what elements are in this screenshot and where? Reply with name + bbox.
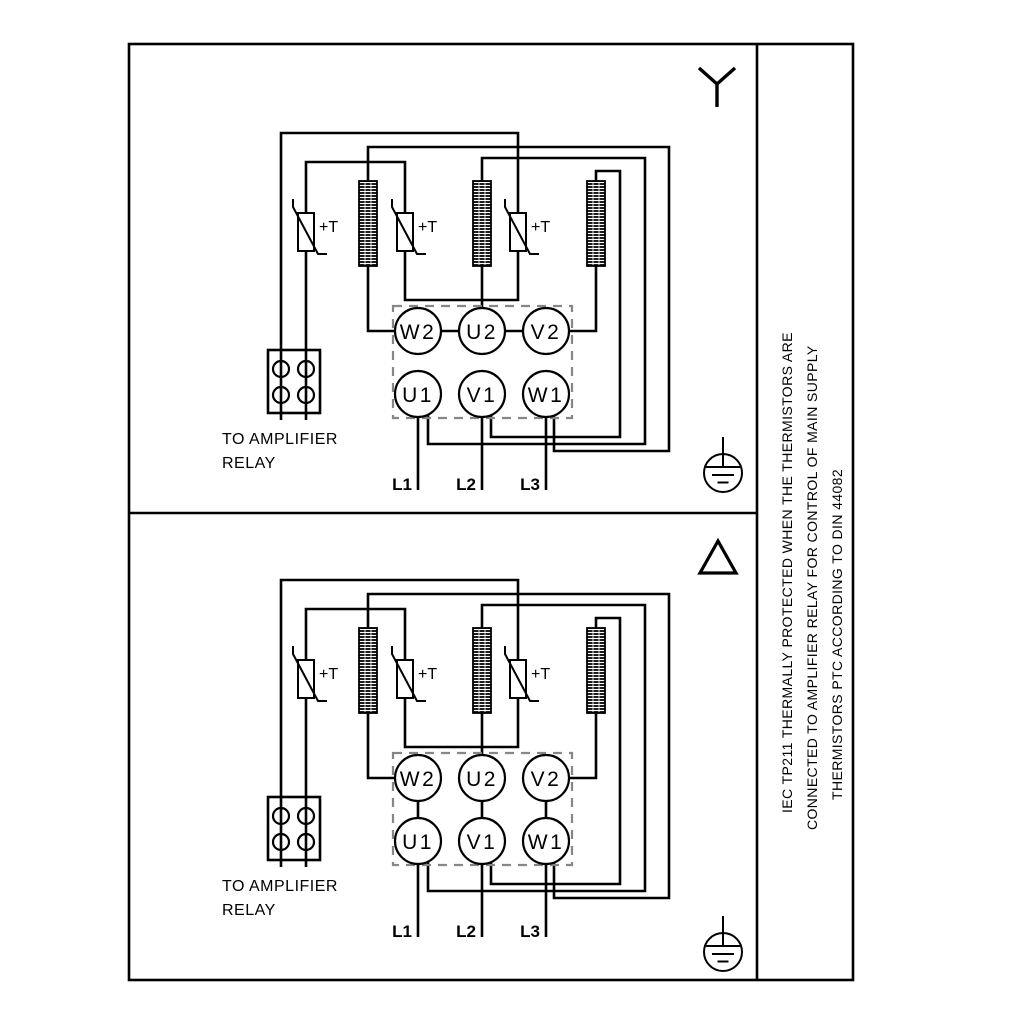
side-note-line3: THERMISTORS PTC ACCORDING TO DIN 44082 bbox=[829, 468, 845, 800]
supply-label-l2: L2 bbox=[456, 922, 476, 941]
thermistor-label: +T bbox=[319, 219, 339, 236]
supply-label-l2: L2 bbox=[456, 475, 476, 494]
terminal-label-u1: U1 bbox=[402, 384, 434, 407]
delta-panel bbox=[222, 541, 742, 971]
thermistor-label: +T bbox=[418, 666, 438, 683]
side-note-column bbox=[779, 332, 845, 830]
supply-label-l1: L1 bbox=[392, 475, 412, 494]
supply-label-l3: L3 bbox=[520, 922, 540, 941]
terminal-label-v1: V1 bbox=[466, 384, 498, 407]
terminal-label-w1: W1 bbox=[527, 831, 565, 854]
terminal-label-v2: V2 bbox=[530, 321, 562, 344]
star-wye-icon bbox=[699, 68, 735, 107]
side-note-line1: IEC TP211 THERMALLY PROTECTED WHEN THE THERMISTORS ARE bbox=[779, 332, 795, 813]
earth-ground-icon bbox=[704, 437, 742, 492]
earth-ground-icon bbox=[704, 916, 742, 971]
terminal-label-u2: U2 bbox=[466, 768, 498, 791]
terminal-label-u2: U2 bbox=[466, 321, 498, 344]
thermistor-label: +T bbox=[531, 666, 551, 683]
terminal-label-v2: V2 bbox=[530, 768, 562, 791]
relay-note-line1: TO AMPLIFIER bbox=[222, 878, 338, 895]
thermistor-label: +T bbox=[418, 219, 438, 236]
delta-triangle-icon bbox=[700, 541, 736, 573]
relay-note-line2: RELAY bbox=[222, 455, 276, 472]
thermistor-label: +T bbox=[319, 666, 339, 683]
relay-note-line1: TO AMPLIFIER bbox=[222, 431, 338, 448]
terminal-label-w2: W2 bbox=[399, 768, 437, 791]
side-note-line2: CONNECTED TO AMPLIFIER RELAY FOR CONTROL OF MAIN SUPPLY bbox=[804, 345, 820, 830]
thermistor-label: +T bbox=[531, 219, 551, 236]
terminal-label-v1: V1 bbox=[466, 831, 498, 854]
delta-bridge-links bbox=[418, 801, 546, 818]
supply-label-l3: L3 bbox=[520, 475, 540, 494]
terminal-label-w2: W2 bbox=[399, 321, 437, 344]
star-panel bbox=[222, 68, 742, 494]
terminal-label-w1: W1 bbox=[527, 384, 565, 407]
relay-note-line2: RELAY bbox=[222, 902, 276, 919]
supply-label-l1: L1 bbox=[392, 922, 412, 941]
terminal-label-u1: U1 bbox=[402, 831, 434, 854]
